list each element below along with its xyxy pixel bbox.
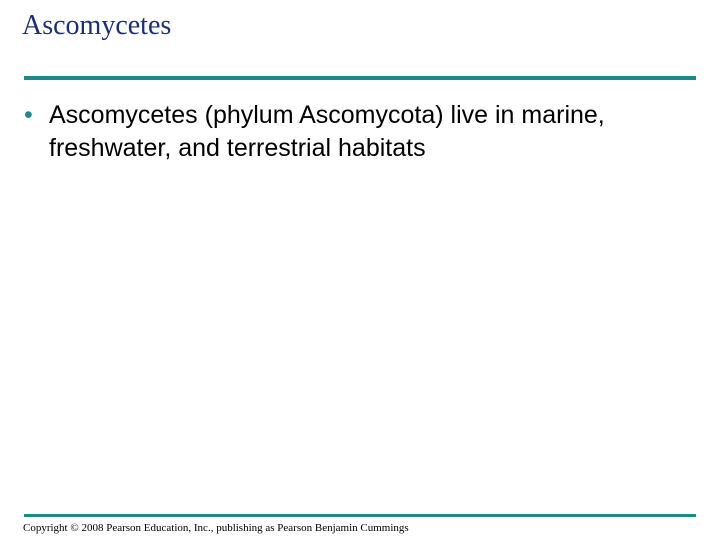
copyright-footer: Copyright © 2008 Pearson Education, Inc., publishing as Pearson Benjamin Cummings <box>23 522 409 534</box>
footer-divider <box>24 514 696 517</box>
bullet-term: Ascomycetes <box>49 101 198 129</box>
bullet-item <box>24 99 684 165</box>
bullet-icon: • <box>24 101 33 129</box>
bullet-text: (phylum Ascomycota) live in marine, freshwater, and terrestrial habitats <box>49 101 605 162</box>
title-divider <box>24 76 696 80</box>
bullet-list <box>24 99 684 165</box>
slide-title: Ascomycetes <box>22 10 172 41</box>
